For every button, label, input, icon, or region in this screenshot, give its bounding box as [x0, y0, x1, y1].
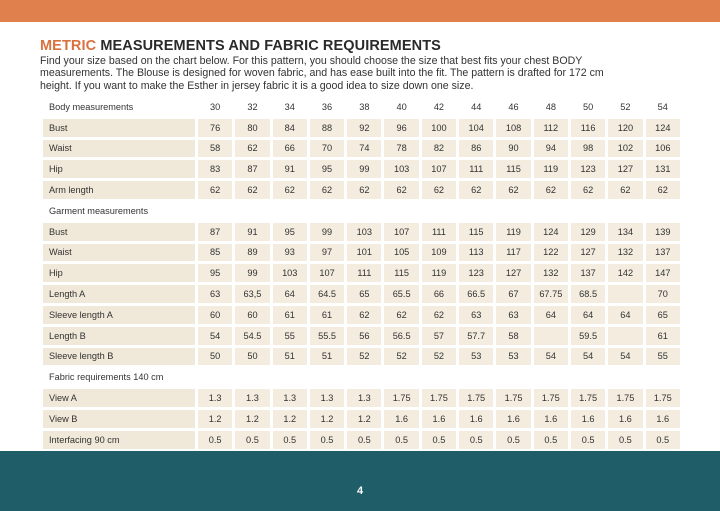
table-cell: 1.75: [384, 389, 418, 407]
size-header-cell: 36: [321, 101, 333, 112]
page-number: 4: [356, 485, 364, 497]
table-cell: 124: [534, 223, 568, 241]
table-cell: 96: [384, 119, 418, 137]
size-header-cell: 52: [620, 101, 631, 112]
table-cell: 127: [608, 160, 642, 178]
table-cell: 119: [422, 264, 456, 282]
table-cell: 60: [198, 306, 232, 324]
table-row: [43, 306, 680, 324]
table-cell: 0.5: [459, 431, 493, 449]
table-cell: 85: [198, 244, 232, 262]
table-cell: 68.5: [571, 285, 605, 303]
table-cell: 123: [459, 264, 493, 282]
table-cell: 90: [496, 140, 530, 158]
table-cell: 67: [496, 285, 530, 303]
table-cell: 93: [273, 244, 307, 262]
table-cell: 116: [571, 119, 605, 137]
table-row: [43, 410, 680, 428]
table-cell: 0.5: [273, 431, 307, 449]
table-cell: 132: [608, 244, 642, 262]
table-cell: 117: [496, 244, 530, 262]
table-cell: 87: [235, 160, 269, 178]
table-row: [43, 348, 680, 366]
table-cell: 105: [384, 244, 418, 262]
table-cell: 1.75: [534, 389, 568, 407]
table-cell: 104: [459, 119, 493, 137]
table-cell: 1.3: [198, 389, 232, 407]
table-cell: 97: [310, 244, 344, 262]
table-cell: 129: [571, 223, 605, 241]
table-cell: 55: [273, 327, 307, 345]
table-cell: 1.6: [646, 410, 680, 428]
table-cell: 115: [459, 223, 493, 241]
table-cell: 115: [384, 264, 418, 282]
table-cell: 54: [608, 348, 642, 366]
table-cell: 0.5: [384, 431, 418, 449]
table-cell: 67.75: [534, 285, 568, 303]
table-cell: 0.5: [347, 431, 381, 449]
table-cell: [534, 327, 568, 345]
table-row: [43, 285, 680, 303]
row-label: Arm length: [43, 181, 195, 199]
table-cell: 61: [310, 306, 344, 324]
table-row: [43, 119, 680, 137]
table-cell: 62: [608, 181, 642, 199]
table-cell: 122: [534, 244, 568, 262]
table-cell: 1.75: [608, 389, 642, 407]
table-cell: 98: [571, 140, 605, 158]
table-cell: 54: [534, 348, 568, 366]
table-cell: 95: [310, 160, 344, 178]
table-cell: 70: [646, 285, 680, 303]
table-cell: 62: [571, 181, 605, 199]
table-cell: 76: [198, 119, 232, 137]
table-cell: 108: [496, 119, 530, 137]
table-cell: 111: [422, 223, 456, 241]
table-cell: 62: [384, 181, 418, 199]
table-cell: 95: [273, 223, 307, 241]
table-cell: 66: [422, 285, 456, 303]
table-cell: 0.5: [310, 431, 344, 449]
table-cell: 83: [198, 160, 232, 178]
table-cell: 0.5: [198, 431, 232, 449]
table-cell: 86: [459, 140, 493, 158]
table-cell: 1.75: [646, 389, 680, 407]
table-cell: 66.5: [459, 285, 493, 303]
table-cell: 1.3: [347, 389, 381, 407]
table-cell: 0.5: [534, 431, 568, 449]
table-cell: 50: [198, 348, 232, 366]
table-cell: 62: [273, 181, 307, 199]
table-cell: 107: [310, 264, 344, 282]
row-label: Hip: [43, 160, 195, 178]
table-cell: 58: [496, 327, 530, 345]
table-cell: 78: [384, 140, 418, 158]
table-cell: 1.6: [571, 410, 605, 428]
table-cell: 62: [235, 181, 269, 199]
table-cell: 0.5: [235, 431, 269, 449]
table-cell: 1.6: [496, 410, 530, 428]
table-cell: 1.75: [422, 389, 456, 407]
size-header-cell: 42: [433, 101, 445, 112]
table-row: [43, 223, 680, 241]
table-cell: 64: [273, 285, 307, 303]
table-row: [43, 244, 680, 262]
table-cell: [608, 285, 642, 303]
table-cell: 63: [198, 285, 232, 303]
row-label: Bust: [43, 119, 195, 137]
table-cell: 142: [608, 264, 642, 282]
table-row: [43, 431, 680, 449]
table-cell: 54: [571, 348, 605, 366]
row-label: Bust: [43, 223, 195, 241]
table-cell: 91: [235, 223, 269, 241]
table-cell: 101: [347, 244, 381, 262]
page-title: [40, 38, 441, 54]
row-label: Sleeve length B: [43, 348, 195, 366]
size-header-cell: 50: [583, 101, 594, 112]
table-cell: 137: [646, 244, 680, 262]
table-cell: 139: [646, 223, 680, 241]
size-header-row: [43, 98, 680, 116]
table-cell: 1.6: [422, 410, 456, 428]
table-cell: 1.3: [310, 389, 344, 407]
table-cell: 1.3: [273, 389, 307, 407]
section-header-row: [43, 368, 680, 386]
size-header-cell: 46: [508, 101, 519, 112]
header-label: Body measurements: [49, 101, 134, 112]
table-cell: 1.2: [198, 410, 232, 428]
table-row: [43, 327, 680, 345]
table-cell: 106: [646, 140, 680, 158]
table-cell: 95: [198, 264, 232, 282]
table-cell: 56.5: [384, 327, 418, 345]
table-cell: 82: [422, 140, 456, 158]
section-label: Garment measurements: [49, 205, 149, 216]
table-cell: 115: [496, 160, 530, 178]
table-cell: 100: [422, 119, 456, 137]
size-chart-body: [43, 98, 680, 469]
table-cell: 64: [534, 306, 568, 324]
table-cell: 1.6: [608, 410, 642, 428]
table-cell: 55.5: [310, 327, 344, 345]
table-cell: 99: [347, 160, 381, 178]
table-cell: 124: [646, 119, 680, 137]
table-cell: 70: [310, 140, 344, 158]
table-cell: 62: [496, 181, 530, 199]
table-cell: 62: [422, 181, 456, 199]
table-cell: 62: [347, 181, 381, 199]
table-cell: 51: [273, 348, 307, 366]
footer-band: [0, 451, 720, 511]
table-cell: 64: [571, 306, 605, 324]
table-cell: 1.6: [534, 410, 568, 428]
table-cell: 65: [646, 306, 680, 324]
table-cell: 62: [459, 181, 493, 199]
table-cell: 0.5: [496, 431, 530, 449]
table-cell: 99: [235, 264, 269, 282]
table-cell: 61: [273, 306, 307, 324]
table-row: [43, 181, 680, 199]
table-cell: 119: [534, 160, 568, 178]
table-cell: 94: [534, 140, 568, 158]
table-cell: 60: [235, 306, 269, 324]
size-header-cell: 44: [471, 101, 482, 112]
row-label: Waist: [43, 140, 195, 158]
table-cell: 111: [459, 160, 493, 178]
table-cell: 112: [534, 119, 568, 137]
intro-line: Find your size based on the chart below. For this pattern, you should choose the size that best fits your chest BODY: [40, 55, 583, 67]
table-cell: 57.7: [459, 327, 493, 345]
table-cell: 1.2: [273, 410, 307, 428]
title-rest: MEASUREMENTS AND FABRIC REQUIREMENTS: [96, 38, 441, 54]
row-label: Sleeve length A: [43, 306, 195, 324]
table-cell: 55: [646, 348, 680, 366]
table-cell: 62: [384, 306, 418, 324]
table-cell: 99: [310, 223, 344, 241]
table-cell: 61: [646, 327, 680, 345]
table-cell: 63,5: [235, 285, 269, 303]
table-cell: 132: [534, 264, 568, 282]
table-cell: 59.5: [571, 327, 605, 345]
intro-text: [40, 55, 690, 92]
table-cell: 64: [608, 306, 642, 324]
table-cell: 1.2: [235, 410, 269, 428]
table-cell: 89: [235, 244, 269, 262]
table-cell: 0.5: [422, 431, 456, 449]
table-cell: [608, 327, 642, 345]
table-cell: 1.3: [235, 389, 269, 407]
table-cell: 1.75: [571, 389, 605, 407]
table-cell: 50: [235, 348, 269, 366]
table-cell: 113: [459, 244, 493, 262]
table-cell: 66: [273, 140, 307, 158]
size-header-cell: 54: [657, 101, 668, 112]
row-label: View B: [43, 410, 195, 428]
intro-line: height. If you want to make the Esther in jersey fabric it is a good idea to size down one size.: [40, 79, 474, 92]
table-cell: 123: [571, 160, 605, 178]
intro-line: measurements. The Blouse is designed for woven fabric, and has ease built into the fit. The pattern is drafted for 172 cm: [40, 67, 604, 80]
table-cell: 62: [534, 181, 568, 199]
table-cell: 63: [459, 306, 493, 324]
size-header-cell: 40: [396, 101, 407, 112]
table-row: [43, 389, 680, 407]
table-cell: 53: [496, 348, 530, 366]
table-cell: 58: [198, 140, 232, 158]
table-cell: 1.75: [459, 389, 493, 407]
table-cell: 109: [422, 244, 456, 262]
table-cell: 63: [496, 306, 530, 324]
table-cell: 103: [384, 160, 418, 178]
table-cell: 52: [384, 348, 418, 366]
table-cell: 62: [310, 181, 344, 199]
section-label: Fabric requirements 140 cm: [49, 372, 164, 383]
table-cell: 53: [459, 348, 493, 366]
top-accent-band: [0, 0, 720, 22]
table-cell: 57: [422, 327, 456, 345]
table-cell: 62: [646, 181, 680, 199]
row-label: Interfacing 90 cm: [43, 431, 195, 449]
table-cell: 120: [608, 119, 642, 137]
table-cell: 0.5: [646, 431, 680, 449]
table-cell: 134: [608, 223, 642, 241]
table-cell: 131: [646, 160, 680, 178]
table-cell: 62: [198, 181, 232, 199]
table-cell: 64.5: [310, 285, 344, 303]
table-cell: 62: [422, 306, 456, 324]
table-cell: 103: [273, 264, 307, 282]
size-header-cell: 34: [284, 101, 295, 112]
table-cell: 137: [571, 264, 605, 282]
table-cell: 87: [198, 223, 232, 241]
table-cell: 80: [235, 119, 269, 137]
table-cell: 1.2: [347, 410, 381, 428]
table-cell: 92: [347, 119, 381, 137]
table-cell: 107: [384, 223, 418, 241]
table-cell: 65: [347, 285, 381, 303]
table-cell: 62: [347, 306, 381, 324]
row-label: View A: [43, 389, 195, 407]
table-cell: 107: [422, 160, 456, 178]
table-cell: 119: [496, 223, 530, 241]
title-highlight: METRIC: [40, 38, 97, 54]
table-cell: 84: [273, 119, 307, 137]
table-cell: 62: [235, 140, 269, 158]
size-header-cell: 48: [545, 101, 556, 112]
table-cell: 54.5: [235, 327, 269, 345]
table-cell: 147: [646, 264, 680, 282]
row-label: Length B: [43, 327, 195, 345]
table-cell: 1.75: [496, 389, 530, 407]
table-cell: 1.6: [459, 410, 493, 428]
section-header-row: [43, 202, 680, 220]
table-cell: 111: [347, 264, 381, 282]
table-row: [43, 264, 680, 282]
row-label: Waist: [43, 244, 195, 262]
table-cell: 51: [310, 348, 344, 366]
table-cell: 0.5: [571, 431, 605, 449]
table-cell: 56: [347, 327, 381, 345]
table-cell: 1.2: [310, 410, 344, 428]
table-cell: 127: [496, 264, 530, 282]
table-cell: 103: [347, 223, 381, 241]
table-cell: 52: [422, 348, 456, 366]
table-cell: 54: [198, 327, 232, 345]
row-label: Length A: [43, 285, 195, 303]
table-cell: 1.6: [384, 410, 418, 428]
size-chart-table: [40, 95, 683, 472]
table-cell: 0.5: [608, 431, 642, 449]
size-header-cell: 38: [359, 101, 370, 112]
table-cell: 127: [571, 244, 605, 262]
row-label: Hip: [43, 264, 195, 282]
table-row: [43, 140, 680, 158]
table-cell: 102: [608, 140, 642, 158]
table-cell: 65.5: [384, 285, 418, 303]
table-cell: 91: [273, 160, 307, 178]
table-row: [43, 160, 680, 178]
table-cell: 52: [347, 348, 381, 366]
size-header-cell: 32: [247, 101, 258, 112]
size-header-cell: 30: [210, 101, 221, 112]
table-cell: 88: [310, 119, 344, 137]
table-cell: 74: [347, 140, 381, 158]
